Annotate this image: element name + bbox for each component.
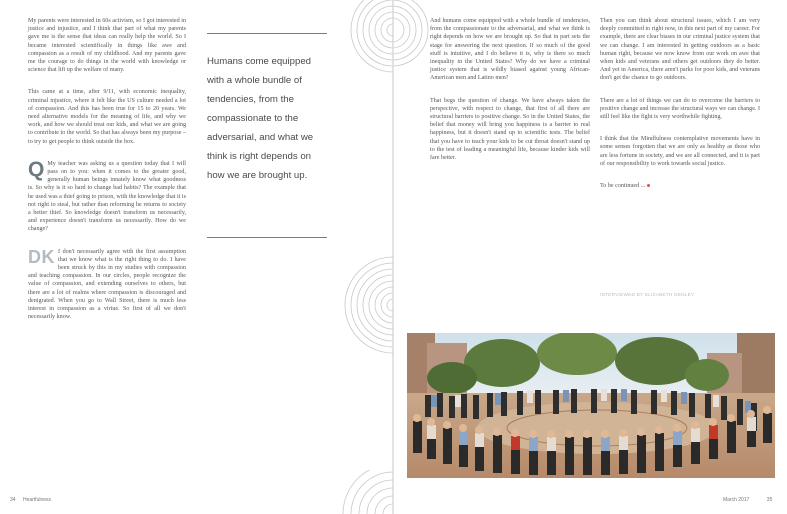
answer-text: I don't necessarily agree with the first assumption that we know what is the right thing to do. I have been struck by this in my studies with compassion and teaching compassion. In our circles, people recognize the value of compassion, and extending ourselves to others, but there are a lot of realms where compassion is discouraged and denigrated. When you go to Wall Street, there is much less interest in compassion as a virtue. So first of all we don't necessarily know. [28, 248, 186, 321]
paragraph-humans-equipped: And humans come equipped with a whole bundle of tendencies, from the compassionate to the adversarial, and what we think is right depends on how we are brought up. So that in part sets the stage for answering the next question. If so much of the good stuff is intuitive, and I do believe it is, why is there so much inequality in the United States? Why do we have a criminal justice system that is wildly biased against young African-American men and Latino men? [430, 18, 590, 82]
paragraph-after-911: This came at a time, after 9/11, with economic inequality, criminal injustice, where it felt like the US culture needed a lot of compassion. And this has been true for 15 to 20 years. We need alternative models for the meaning of life, and why we work, and how we should treat our kids, and what we are going to contribute to the world. So that has always been my purpose – to try to get people to think outside the box. [28, 89, 186, 145]
paragraph-mindfulness: I think that the Mindfulness contemplative movements have in some senses forgotten that we are only as healthy as those who are less fortune in society, and we are all connected, and it is part of our responsibility to work towards social justice. [600, 136, 760, 167]
answer-block [28, 248, 186, 322]
question-block [28, 157, 186, 234]
paragraph-structural-issues: Then you can think about structural issues, which I am very deeply committed to right now, in this next part of my career. For example, there are clear biases in our criminal justice system that we can change. I am interested in getting outdoors as a basic human right, because we now know from our work on awe that when kids and veterans and others get outdoors they do better. And yet in America, there aren't parks for poor kids, and veterans don't get the chance to go outdoors. [600, 18, 760, 82]
concentric-circles-graphic-middle [336, 250, 393, 360]
right-column-1 [430, 17, 590, 170]
magazine-name: Heartfulness [22, 497, 52, 503]
pull-quote-top-rule [207, 33, 327, 34]
paragraph-question-of-change: That begs the question of change. We have always taken the perspective, with respect to change, that first of all there are structural barriers to positive change. So in the United States, the belief that money will bring you happiness is a barrier to real happiness, but it doesn't stand up to scientific tests. The belief that you have to teach your kids to be cut throat doesn't stand up to the test of leading a meaningful life, because kinder kids will fare better. [430, 97, 590, 162]
paragraph-parents: My parents were interested in 60s activism, so I got interested in justice and injustice, and I think that part of what my parents gave me is the sense that ideas can really help the world. So I became interested scientifically in things like awe and compassion as a result of my childhood. And my parents gave me the courage to do things in the world with knowledge or science that lift up the welfare of many. [28, 18, 186, 74]
pull-quote: Humans come equipped with a whole bundle of tendencies, from the compassionate to the adversarial, and what we think is right depends on how we are brought up. [207, 56, 314, 181]
right-footer [723, 497, 772, 503]
interviewer-credit: INTERVIEWED BY ELIZABETH DENLEY [600, 292, 695, 297]
paragraph-overcome-barriers: There are a lot of things we can do to overcome the barriers to positive change and increase the structural ways we can change. I still feel like the fight is very worthwhile fighting. [600, 97, 760, 121]
page-number-right: 35 [766, 497, 773, 503]
group-photo [407, 333, 775, 478]
left-footer [10, 497, 51, 503]
answer-initials: DK [28, 246, 55, 267]
question-text: My teacher was asking us a question today that I will pass on to you: when it comes to the greater good, generally human beings innately know what goodness is. So why is it so hard to change bad habits? The example that he used was a thief going to prison, with the knowledge that it is not right to steal, but rather than reforming he returns to society a better thief. So knowledge doesn't transform us necessarily, and experience doesn't transform us necessarily. How do we change? [28, 160, 186, 233]
to-be-continued-text: To be continued ... [600, 183, 646, 190]
page-number-left: 34 [10, 497, 16, 503]
question-initial: Q [28, 157, 45, 181]
concentric-circles-graphic-bottom [320, 470, 393, 514]
issue-date: March 2017 [723, 497, 750, 503]
right-column-2 [600, 17, 760, 198]
concentric-circles-graphic-top [346, 0, 393, 120]
left-column [28, 17, 186, 330]
to-be-continued [600, 182, 760, 190]
red-dot-icon [647, 184, 650, 187]
left-page [0, 0, 393, 514]
pull-quote-bottom-rule [207, 237, 327, 238]
